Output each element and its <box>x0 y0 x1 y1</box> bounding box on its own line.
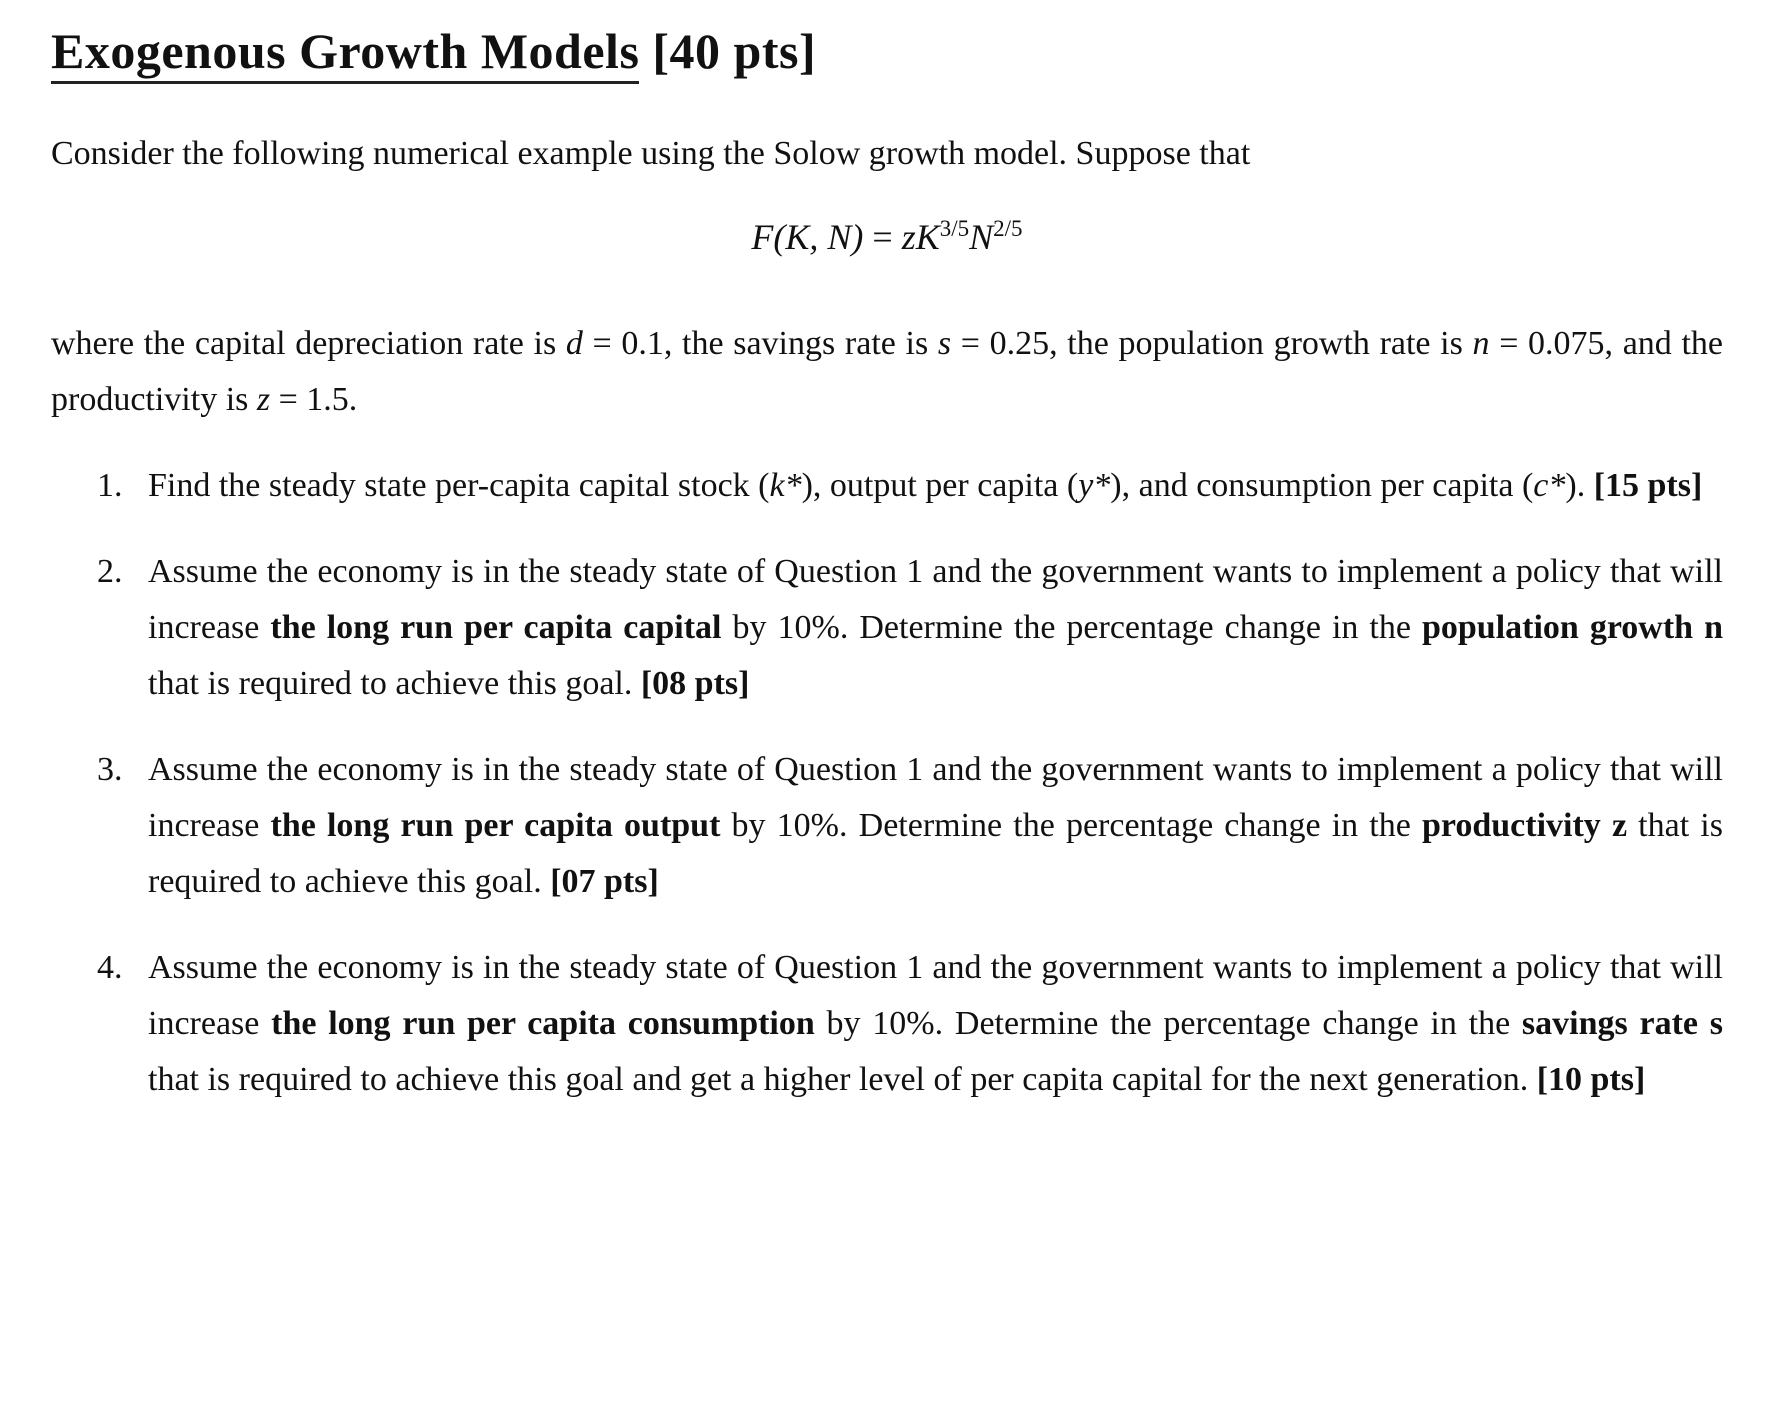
formula-n-exp: 2/5 <box>993 216 1023 241</box>
q-num: 1. <box>97 467 123 504</box>
q-y: y* <box>1078 467 1111 504</box>
question-2 <box>51 544 1723 712</box>
question-4 <box>51 940 1723 1108</box>
intro-text: Consider the following numerical example using the Solow growth model. Suppose that <box>51 135 1251 172</box>
q-text: Find the steady state per-capita capital stock ( <box>148 467 770 504</box>
q-points: [08 pts] <box>640 665 750 702</box>
p-n: n <box>1472 325 1490 362</box>
q-text: Assume the economy is in the steady state of Question 1 and the government wants to implement a policy that will increase <box>148 553 1723 646</box>
p-zv: = 1.5. <box>270 381 358 418</box>
q-text: ). <box>1565 467 1594 504</box>
q-bold: the long run per capita consumption <box>271 1005 815 1042</box>
p-t1: where the capital depreciation rate is <box>51 325 566 362</box>
title-points: [40 pts] <box>652 23 817 79</box>
q-text: that is required to achieve this goal and get a higher level of per capita capital for the next generation. <box>148 1061 1537 1098</box>
q-bold: the long run per capita capital <box>270 609 722 646</box>
p-sv: = 0.25, the population growth rate is <box>951 325 1473 362</box>
formula-k-exp: 3/5 <box>939 216 970 241</box>
p-d: d <box>565 325 583 362</box>
q-c: c* <box>1533 467 1566 504</box>
p-nv: = 0.075, and the productivity is <box>51 325 1723 418</box>
page-title <box>51 22 816 80</box>
q-bold: population growth n <box>1421 609 1724 646</box>
p-dv: = 0.1, the savings rate is <box>582 325 938 362</box>
q-text: Assume the economy is in the steady state of Question 1 and the government wants to implement a policy that will increase <box>148 949 1723 1042</box>
question-3 <box>51 742 1723 910</box>
formula-k: K <box>915 217 940 257</box>
q-points: [07 pts] <box>550 863 659 900</box>
q-text: by 10%. Determine the percentage change in the <box>814 1005 1522 1042</box>
question-list <box>51 458 1723 1138</box>
q-points: [10 pts] <box>1536 1061 1646 1098</box>
q-bold: savings rate s <box>1521 1005 1723 1042</box>
q-num: 2. <box>97 553 123 590</box>
q-num: 3. <box>97 751 123 788</box>
production-function <box>0 216 1774 258</box>
title-main: Exogenous Growth Models <box>51 23 639 84</box>
question-1 <box>51 458 1723 514</box>
q-text: that is required to achieve this goal. <box>148 665 641 702</box>
formula-lhs: F(K, N) <box>751 217 864 257</box>
q-bold: productivity z <box>1421 807 1628 844</box>
p-s: s <box>937 325 952 362</box>
q-bold: the long run per capita output <box>270 807 721 844</box>
q-text: ), output per capita ( <box>801 467 1079 504</box>
q-text: by 10%. Determine the percentage change in the <box>721 609 1422 646</box>
q-text: that is required to achieve this goal. <box>148 807 1723 900</box>
q-text: ), and consumption per capita ( <box>1110 467 1534 504</box>
q-points: [15 pts] <box>1593 467 1703 504</box>
q-num: 4. <box>97 949 123 986</box>
formula-eq: = <box>872 217 893 257</box>
formula-z: z <box>901 217 916 257</box>
q-text: Assume the economy is in the steady state of Question 1 and the government wants to implement a policy that will increase <box>148 751 1723 844</box>
formula-n: N <box>969 217 994 257</box>
parameters-text <box>51 316 1723 428</box>
p-z: z <box>256 381 271 418</box>
q-k: k* <box>769 467 802 504</box>
q-text: by 10%. Determine the percentage change in the <box>720 807 1422 844</box>
